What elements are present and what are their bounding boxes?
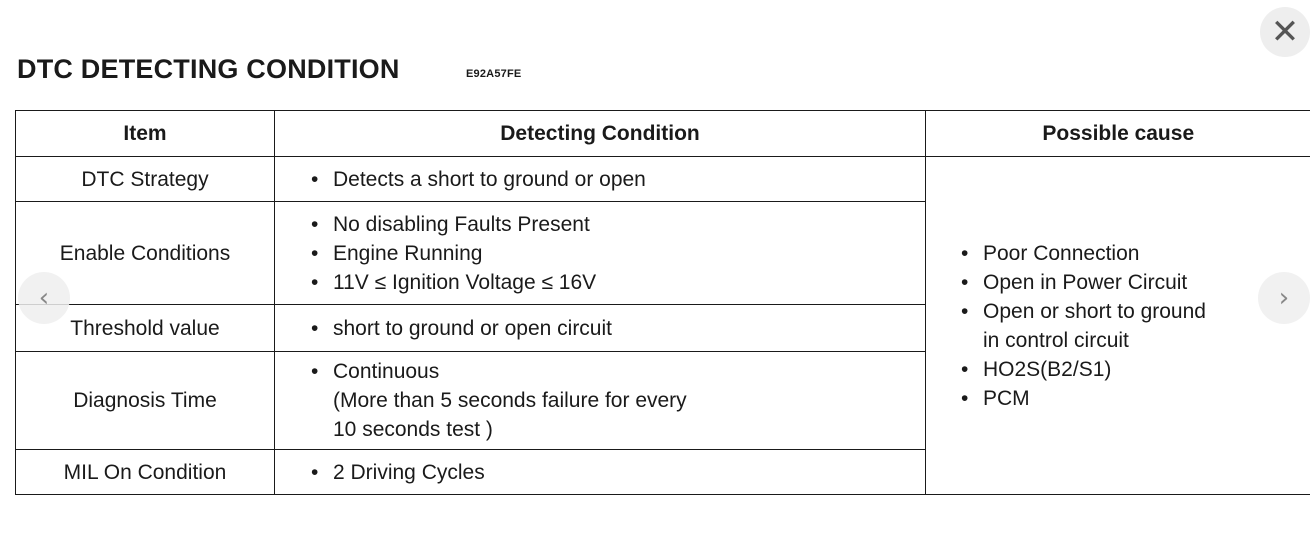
row-item-threshold-value: Threshold value bbox=[16, 305, 275, 352]
list-item: • 2 Driving Cycles bbox=[311, 458, 925, 487]
header-condition: Detecting Condition bbox=[275, 111, 926, 157]
list-item: • PCM bbox=[961, 384, 1310, 413]
list-item: • Engine Running bbox=[311, 239, 925, 268]
row-condition-threshold-value bbox=[275, 305, 926, 352]
list-item: • short to ground or open circuit bbox=[311, 314, 925, 343]
list-item: • Poor Connection bbox=[961, 239, 1310, 268]
row-item-enable-conditions: Enable Conditions bbox=[16, 202, 275, 305]
close-icon: ✕ bbox=[1270, 12, 1300, 52]
table-header-row bbox=[16, 111, 1310, 157]
dtc-table bbox=[15, 110, 1310, 495]
table-row bbox=[16, 157, 1310, 202]
list-item: • HO2S(B2/S1) bbox=[961, 355, 1310, 384]
row-condition-mil-on-condition bbox=[275, 450, 926, 495]
previous-button[interactable] bbox=[18, 272, 70, 324]
chevron-left-icon: ‹ bbox=[38, 283, 50, 313]
page-title: DTC DETECTING CONDITION bbox=[17, 54, 400, 84]
row-condition-enable-conditions bbox=[275, 202, 926, 305]
list-item: • Detects a short to ground or open bbox=[311, 165, 925, 194]
document-code: E92A57FE bbox=[466, 68, 522, 80]
list-item-continuation: in control circuit bbox=[983, 328, 1129, 352]
row-condition-dtc-strategy bbox=[275, 157, 926, 202]
row-condition-diagnosis-time bbox=[275, 352, 926, 450]
row-item-diagnosis-time: Diagnosis Time bbox=[16, 352, 275, 450]
list-item: • No disabling Faults Present bbox=[311, 210, 925, 239]
dtc-table-container bbox=[15, 110, 1310, 494]
list-item: • 11V ≤ Ignition Voltage ≤ 16V bbox=[311, 268, 925, 297]
close-button[interactable] bbox=[1260, 7, 1310, 57]
header-item: Item bbox=[16, 111, 275, 157]
possible-cause-cell bbox=[926, 157, 1310, 495]
list-item-continuation: (More than 5 seconds failure for every bbox=[333, 389, 687, 412]
list-item: • Open in Power Circuit bbox=[961, 268, 1310, 297]
header-cause: Possible cause bbox=[926, 111, 1310, 157]
row-item-mil-on-condition: MIL On Condition bbox=[16, 450, 275, 495]
list-item: • Continuous bbox=[311, 357, 925, 386]
row-item-dtc-strategy: DTC Strategy bbox=[16, 157, 275, 202]
next-button[interactable] bbox=[1258, 272, 1310, 324]
list-item-continuation: 10 seconds test ) bbox=[333, 418, 493, 441]
list-item: • Open or short to ground bbox=[961, 297, 1310, 326]
chevron-right-icon: › bbox=[1278, 283, 1290, 313]
